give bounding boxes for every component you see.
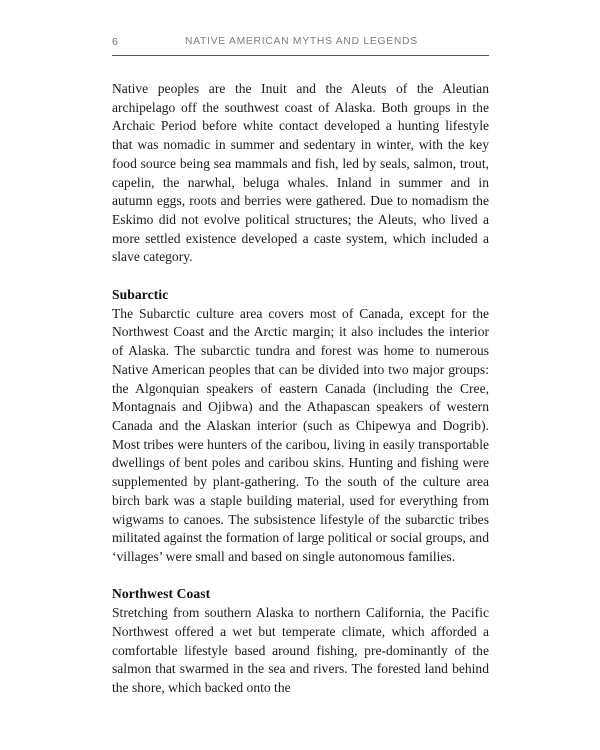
intro-paragraph: Native peoples are the Inuit and the Aleuts of the Aleutian archipelago off the southwest coast of Alaska. Both groups in the Archaic Period before white contact developed a hunting lifestyle that was nomadic in summer and sedentary in winter, with the key food source being sea mammals and fish, led by seals, salmon, trout, capelin, the narwhal, beluga whales. Inland in summer and in autumn eggs, roots and berries were gathered. Due to nomadism the Eskimo did not evolve political structures; the Aleuts, who lived a more settled existence developed a caste system, which included a slave category. — [112, 81, 489, 265]
paragraph-spacer — [112, 567, 489, 586]
paragraph-spacer — [112, 267, 489, 286]
section-heading-subarctic: Subarctic — [112, 286, 169, 302]
text-column — [112, 80, 489, 698]
page-number: 6 — [112, 36, 119, 48]
section-heading-northwest-coast: Northwest Coast — [112, 586, 211, 602]
running-header — [112, 35, 489, 55]
header-divider-rule — [112, 55, 489, 56]
section-paragraph-subarctic: The Subarctic culture area covers most of Canada, except for the Northwest Coast and the Arctic margin; it also includes the interior of Alaska. The subarctic tundra and forest was home to numerous Native American peoples that can be divided into two major groups: the Algonquian speakers of eastern Canada (including the Cree, Montagnais and Ojibwa) and the Athapascan speakers of western Canada and the Alaskan interior (such as Chipewya and Dogrib). Most tribes were hunters of the caribou, living in easily transportable dwellings of bent poles and caribou skins. Hunting and fishing were supplemented by plant-gathering. To the south of the culture area birch bark was a staple building material, used for everything from wigwams to canoes. The subsistence lifestyle of the subarctic tribes militated against the formation of large political or social groups, and ‘villages’ were small and based on single autonomous families. — [112, 305, 489, 564]
section-paragraph-northwest-coast: Stretching from southern Alaska to northern California, the Pacific Northwest offered a wet but temperate climate, which afforded a comfortable lifestyle based around fishing, pre-dominantly of the salmon that swarmed in the sea and rivers. The forested land behind the shore, which backed onto the — [112, 605, 489, 695]
running-header-title: NATIVE AMERICAN MYTHS AND LEGENDS — [185, 36, 418, 47]
